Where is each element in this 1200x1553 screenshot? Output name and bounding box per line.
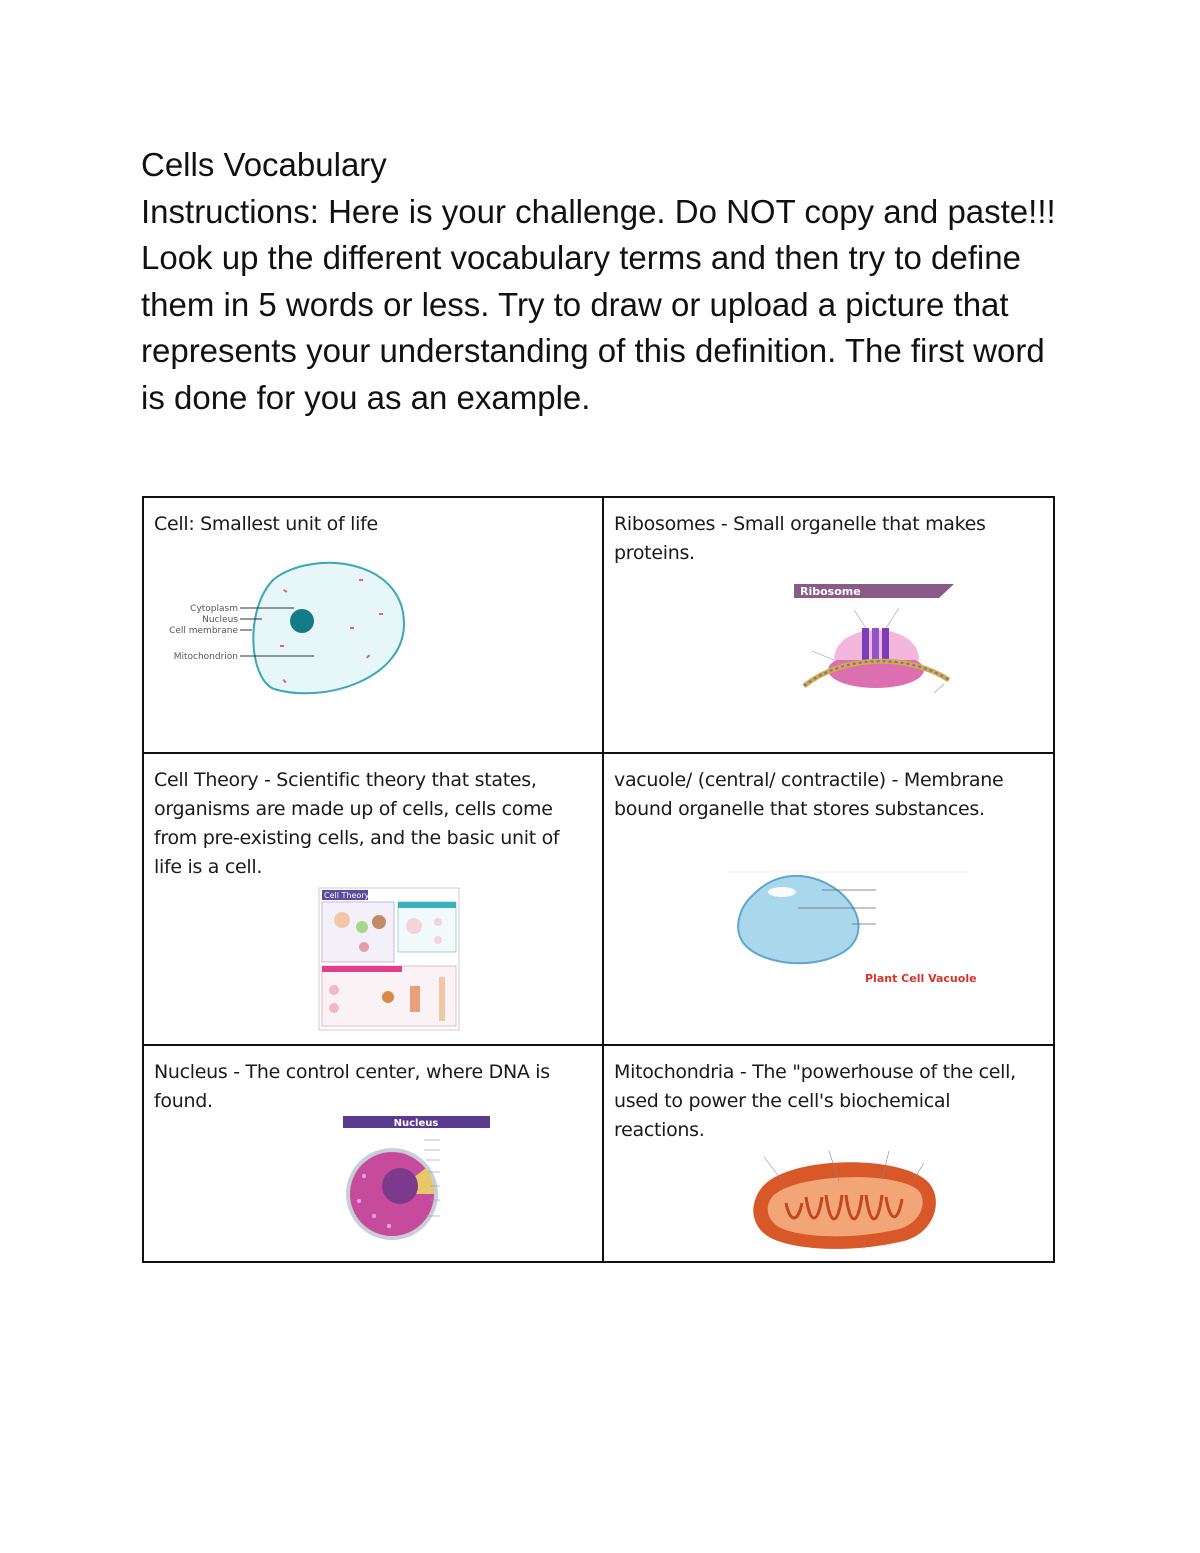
definition-text: Nucleus - The control center, where DNA is found. bbox=[154, 1061, 550, 1112]
mitochondria-diagram-image bbox=[614, 1145, 1044, 1255]
cell-diagram-image bbox=[154, 539, 574, 719]
vocab-cell-cell bbox=[143, 497, 603, 753]
table-row bbox=[143, 497, 1054, 753]
nucleus-diagram-image bbox=[154, 1116, 574, 1246]
nucleus-figure-title: Nucleus bbox=[393, 1118, 439, 1129]
definition-text: Mitochondria - The "powerhouse of the cell, used to power the cell's biochemical reactions. bbox=[614, 1061, 1016, 1141]
definition-text: Ribosomes - Small organelle that makes proteins. bbox=[614, 513, 986, 564]
cytoplasm-label: Cytoplasm bbox=[190, 604, 238, 614]
table-row bbox=[143, 1045, 1054, 1262]
cell-membrane-label: Cell membrane bbox=[169, 626, 238, 636]
vacuole-diagram-image bbox=[614, 824, 1044, 1004]
table-row bbox=[143, 753, 1054, 1045]
worksheet-instructions: Instructions: Here is your challenge. Do NOT copy and paste!!! Look up the different vocabulary terms and then try to define them in 5 words or less. Try to draw or upload a picture that represents your understanding of this definition. The first word is done for you as an example. bbox=[141, 192, 1056, 416]
definition-text: vacuole/ (central/ contractile) - Membrane bound organelle that stores substances. bbox=[614, 769, 1004, 820]
vocab-cell-cell-theory bbox=[143, 753, 603, 1045]
vocab-cell-vacuole bbox=[603, 753, 1054, 1045]
nucleus-label: Nucleus bbox=[202, 615, 238, 625]
vocab-cell-mitochondria bbox=[603, 1045, 1054, 1262]
vocabulary-table bbox=[142, 496, 1055, 1263]
mitochondrion-label: Mitochondrion bbox=[173, 652, 238, 662]
ribosome-diagram-image bbox=[614, 568, 1044, 708]
cell-theory-diagram-image bbox=[154, 882, 574, 1032]
cell-theory-figure-title: Cell Theory bbox=[324, 891, 370, 900]
vacuole-figure-title: Plant Cell Vacuole bbox=[865, 972, 977, 985]
vocab-cell-ribosomes bbox=[603, 497, 1054, 753]
vocab-cell-nucleus bbox=[143, 1045, 603, 1262]
definition-text: Cell Theory - Scientific theory that states, organisms are made up of cells, cells come from pre-existing cells, and the basic unit of life is a cell. bbox=[154, 769, 560, 878]
worksheet-header bbox=[141, 142, 1061, 421]
worksheet-title: Cells Vocabulary bbox=[141, 146, 387, 183]
ribosome-figure-title: Ribosome bbox=[800, 585, 861, 598]
definition-text: Cell: Smallest unit of life bbox=[154, 513, 378, 535]
